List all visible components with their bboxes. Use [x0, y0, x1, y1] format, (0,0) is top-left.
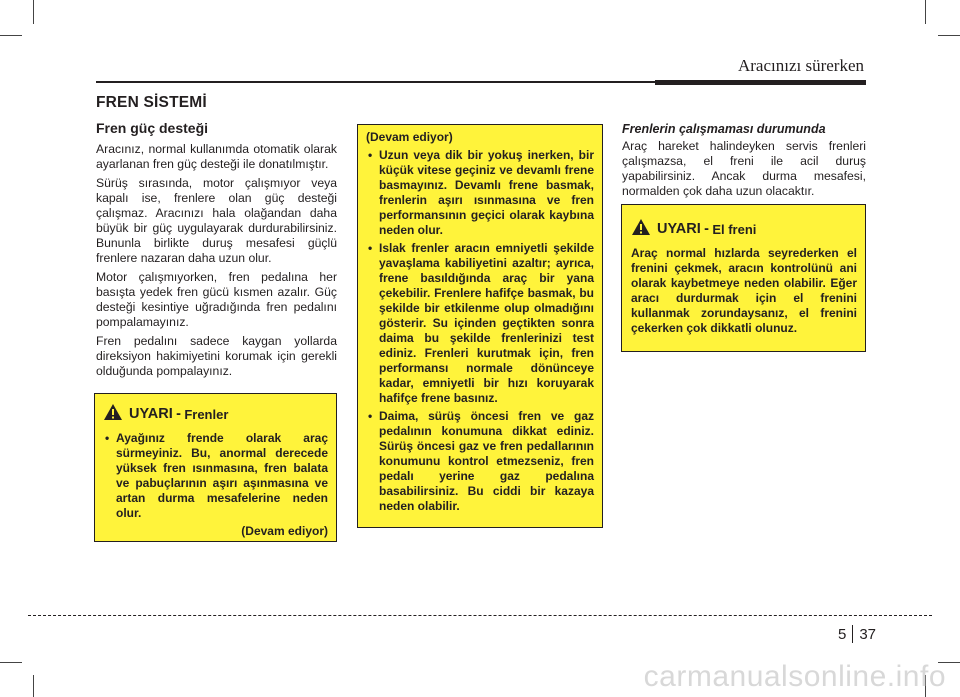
warning-subtitle: El freni — [712, 221, 757, 237]
left-column — [96, 121, 337, 383]
paragraph: Sürüş sırasında, motor çalışmıyor veya kapalı ise, frenlere olan güç desteği çalışmaz. Aracınızı hala olağandan daha büyük bir güç uygulayarak durdurabilirsiniz. Bununla birlikte duruş mesafesi güçlü frenlere nazaran daha uzun olur. — [96, 176, 337, 265]
warning-word: UYARI — [129, 405, 173, 422]
warning-item: • Uzun veya dik bir yokuş inerken, bir küçük vitese geçiniz ve devamlı frene basmayınız. Devamlı frene basmak, frenlerin aşırı ısınmasına ve fren performansının geçici olarak kaybına neden olur. — [366, 148, 594, 238]
section-title: FREN SİSTEMİ — [96, 94, 207, 111]
warning-dash: - — [176, 405, 181, 422]
warning-word: UYARI — [657, 220, 701, 237]
page-number — [838, 624, 898, 644]
watermark: carmanualsonline.info — [643, 660, 946, 693]
chapter-number: 5 — [838, 625, 847, 643]
continued-label: (Devam ediyor) — [241, 524, 328, 538]
paragraph: Araç hareket halindeyken servis frenleri çalışmazsa, el freni ile acil duruş yapabilirsiniz. Ancak durma mesafesi, normalden çok daha uzun olacaktır. — [622, 139, 866, 198]
warning-triangle-icon — [103, 403, 123, 425]
warning-dash: - — [704, 220, 709, 237]
page-number-divider — [852, 625, 853, 643]
crop-mark — [33, 675, 34, 697]
right-column — [622, 122, 866, 203]
warning-item: • Daima, sürüş öncesi fren ve gaz pedalının konumuna dikkat ediniz. Sürüş öncesi gaz ve fren pedallarının konumunu kontrol etmezseniz, fren pedalı yerine gaz pedalına basabilirsiniz. Bu ciddi bir kazaya neden olabilir. — [366, 409, 594, 514]
warning-text: Araç normal hızlarda seyrederken el frenini çekmek, aracın kontrolünü ani olarak kaybetmeye neden olabilir. Eğer aracı durdurmak için el frenini kullanmak zorundaysanız, el frenini çekerken çok dikkatli olunuz. — [631, 246, 857, 335]
warning-subtitle: Frenler — [184, 406, 229, 422]
warning-item: • Ayağınız frende olarak araç sürmeyiniz. Bu, anormal derecede yüksek fren ısınmasına, fren balata ve pabuçlarının aşırı aşınmasına ve artan durma mesafelerine neden olur. — [103, 431, 328, 521]
subheading-brake-failure: Frenlerin çalışmaması durumunda — [622, 122, 826, 136]
continued-label: (Devam ediyor) — [366, 130, 453, 144]
warning-box-continued — [357, 124, 603, 528]
crop-mark — [0, 35, 22, 36]
warning-header — [103, 403, 328, 425]
subheading-brake-assist: Fren güç desteği — [96, 120, 209, 136]
warning-box-brakes — [94, 393, 337, 542]
crop-mark — [0, 662, 22, 663]
warning-triangle-icon — [631, 218, 651, 240]
paragraph: Aracınız, normal kullanımda otomatik olarak ayarlanan fren güç desteği ile donatılmıştır. — [96, 142, 337, 171]
crop-mark — [938, 35, 960, 36]
page-number-value: 37 — [859, 625, 877, 643]
crop-mark — [33, 0, 34, 24]
paragraph: Motor çalışmıyorken, fren pedalına her basışta yedek fren gücü kısmen azalır. Güç desteği kesintiye uğradığında fren pedalını pompalamayınız. — [96, 270, 337, 329]
warning-header — [631, 218, 857, 240]
chapter-title: Aracınızı sürerken — [737, 56, 864, 75]
warning-box-parking-brake — [621, 204, 866, 352]
footer-rule — [28, 615, 932, 616]
warning-item: • Islak frenler aracın emniyetli şekilde yavaşlama kabiliyetini azaltır; ayrıca, frene basıldığında araç bir yana çekebilir. Frenlere hafifçe basmak, bu şekilde bir etkilenme olup olmadığını gösterir. Su içinden geçtikten sonra daima bu şekilde frenlerinizi test ediniz. Frenleri kurutmak için, fren performansı normale dönünceye kadar, emniyetli bir hızı koruyarak hafifçe frene basınız. — [366, 241, 594, 406]
header-bar — [655, 80, 866, 85]
paragraph: Fren pedalını sadece kaygan yollarda direksiyon hakimiyetini korumak için gerekli olduğunda pompalayınız. — [96, 334, 337, 378]
crop-mark — [925, 0, 926, 24]
